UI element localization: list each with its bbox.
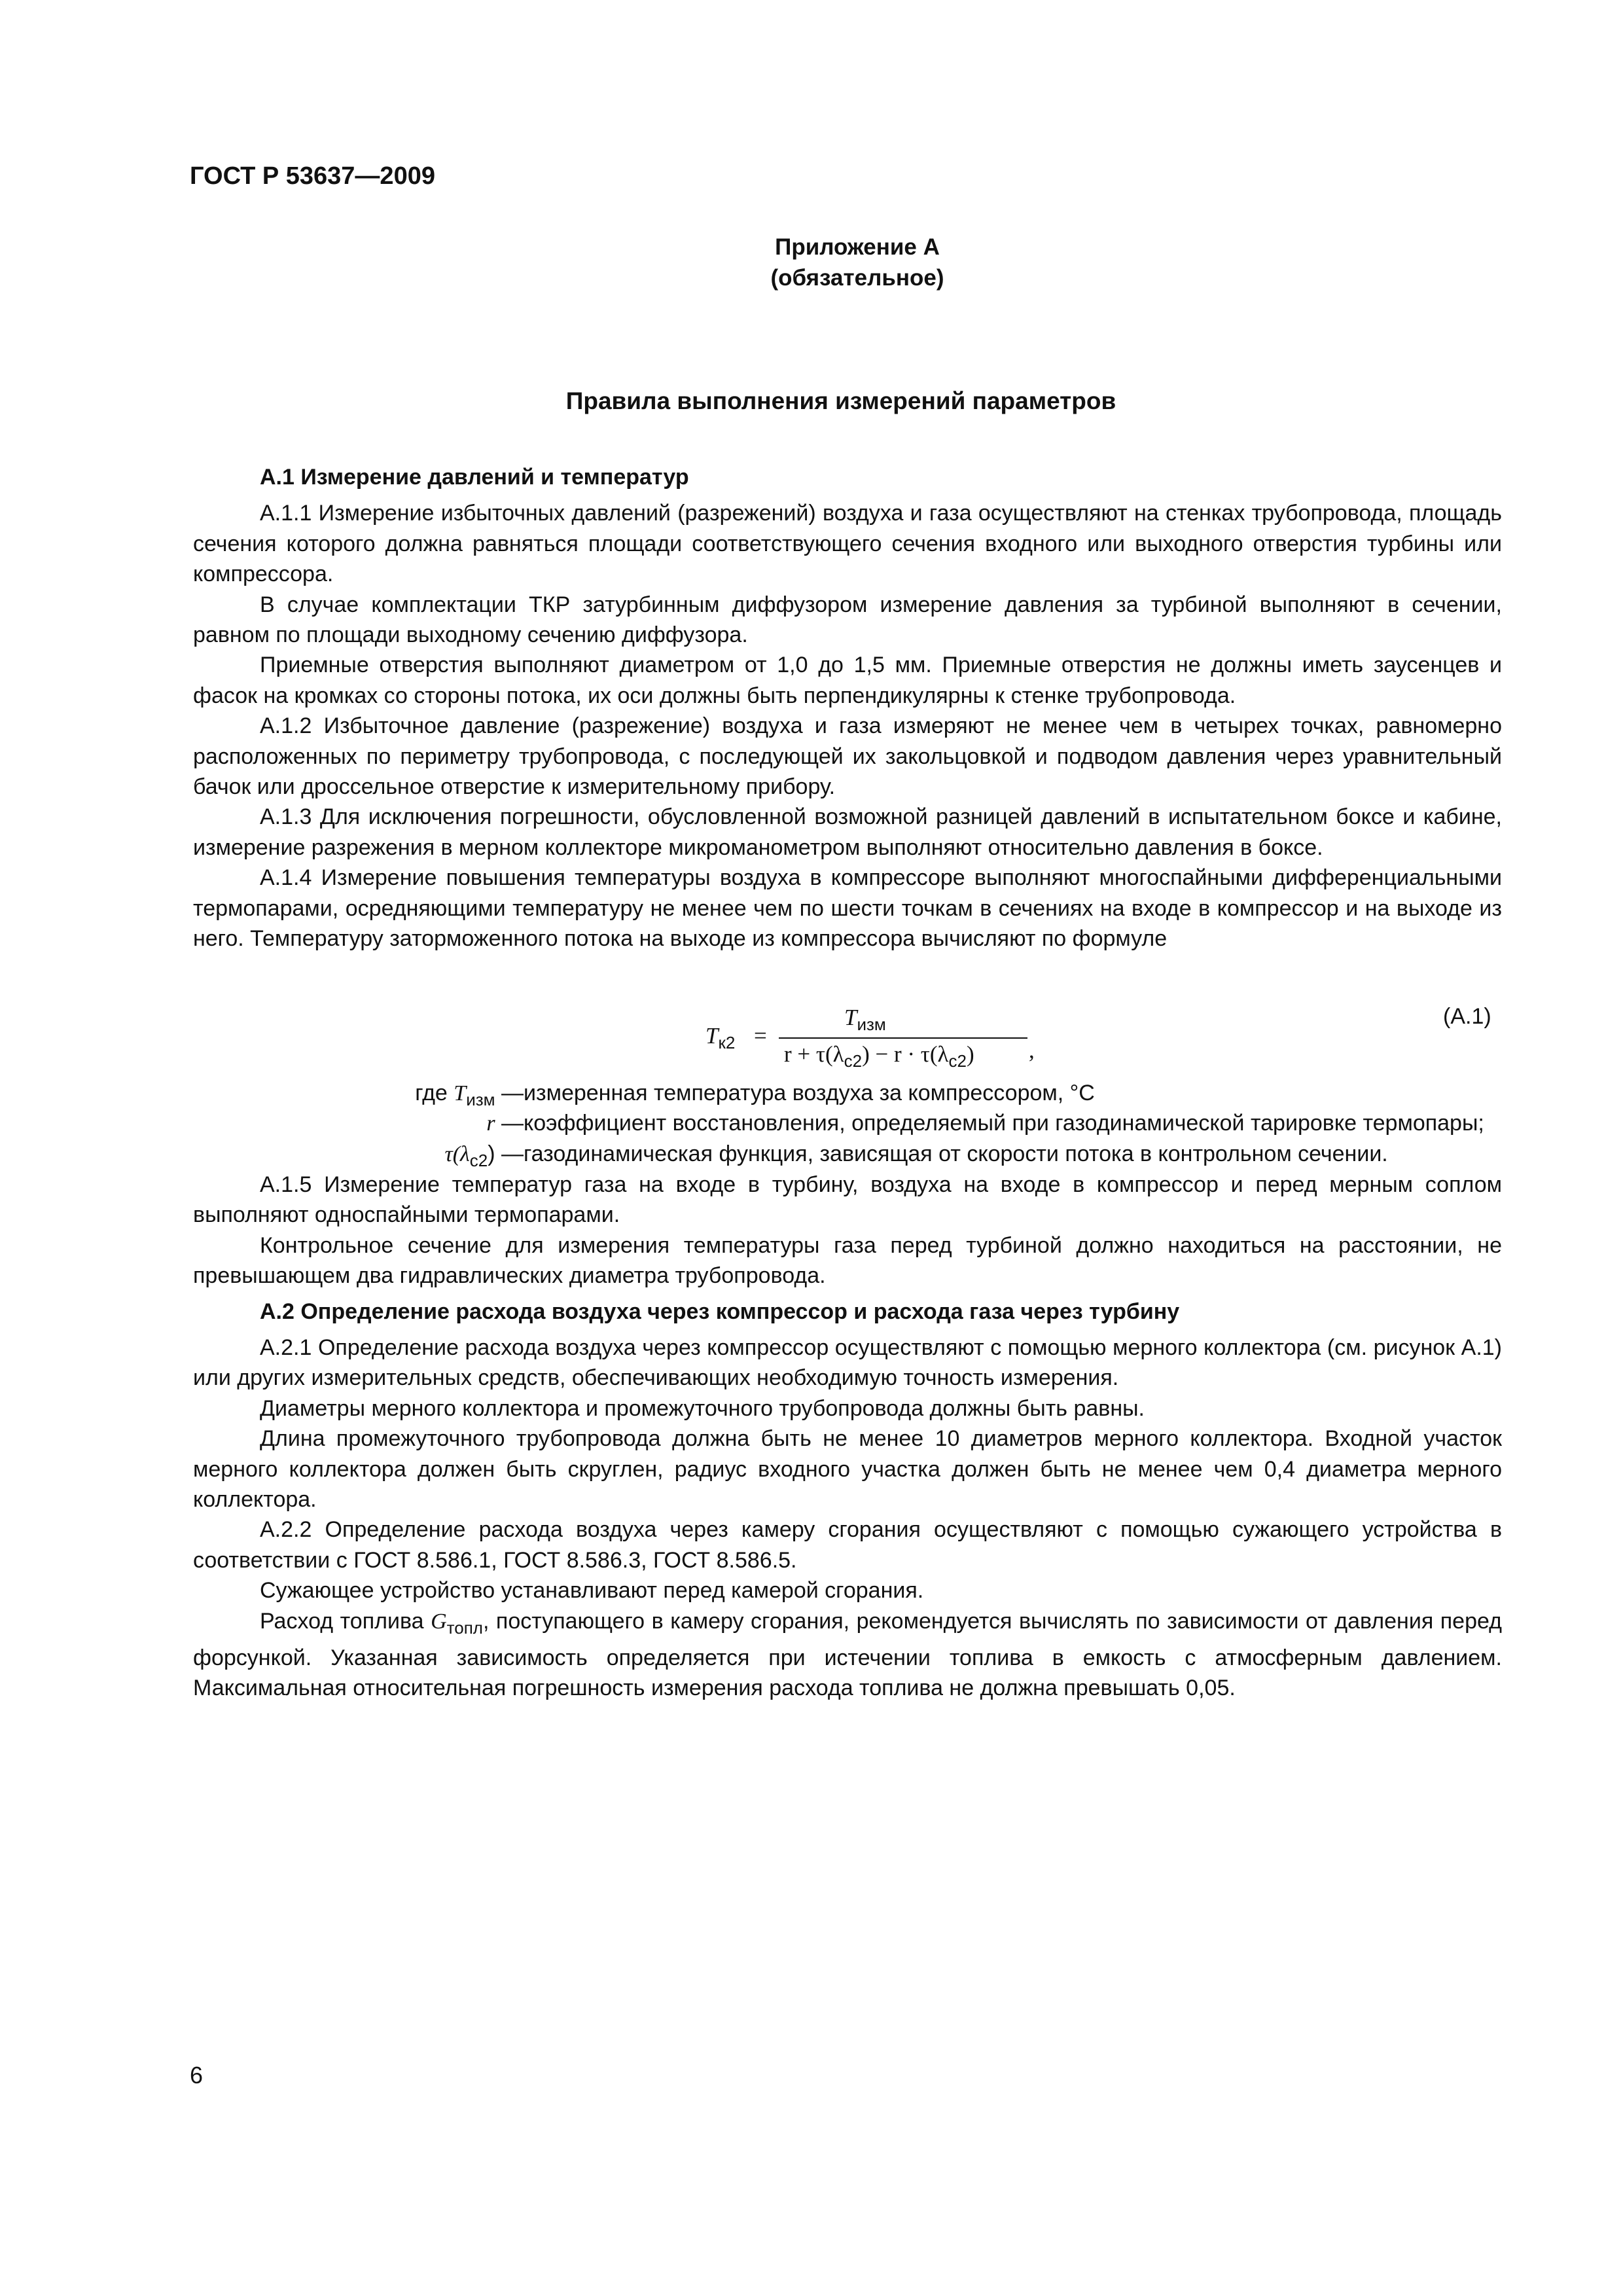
paragraph: А.1.3 Для исключения погрешности, обусловленной возможной разницей давлений в испытательном боксе и кабине, измерение разрежения в мерном коллекторе микроманометром выполняют относительно давления в боксе. [193, 804, 1502, 860]
formula-comma: , [1029, 1037, 1035, 1063]
definition-row [190, 1078, 1499, 1108]
paragraph: Контрольное сечение для измерения температуры газа перед турбиной должно находиться на расстоянии, не превышающем два гидравлических диаметра трубопровода. [193, 1232, 1502, 1289]
document-code: ГОСТ Р 53637—2009 [190, 162, 435, 190]
formula-denominator: $r + \tau(\lambda_{c2}) - r \cdot \tau(\lambda_{c2})$ [784, 1041, 974, 1071]
paragraph: А.1.2 Избыточное давление (разрежение) воздуха и газа измеряют не менее чем в четырех точках, равномерно расположенных по периметру трубопровода, с последующей их закольцовкой и подводом давления через уравнительный бачок или дроссельное отверстие к измерительному прибору. [193, 713, 1502, 800]
formula-numerator: $T_{изм}$ [844, 1005, 886, 1034]
fraction-bar [779, 1037, 1027, 1039]
paragraph: Диаметры мерного коллектора и промежуточного трубопровода должны быть равны. [260, 1395, 1145, 1421]
formula-a1 [694, 1005, 1034, 1077]
section-a1-continued [193, 1170, 1502, 1704]
paragraph-fuel-consumption: Расход топлива $G_{топл}$, поступающего в камеру сгорания, рекомендуется вычислять по зависимости от давления перед форсункой. Указанная зависимость определяется при истечении топлива в емкость с атмосферным давлением. Максимальная относительная погрешность измерения расхода топлива не должна превышать 0,05. [193, 1608, 1502, 1701]
formula-equals: = [754, 1023, 767, 1049]
section-heading: А.2 Определение расхода воздуха через компрессор и расхода газа через турбину [260, 1299, 1180, 1324]
definition-symbol: $\tau(\lambda_{c2})$ — [444, 1141, 524, 1170]
definition-text: измеренная температура воздуха за компрессором, °С [524, 1081, 1095, 1105]
definition-symbol: r — [486, 1111, 524, 1136]
paragraph: А.2.2 Определение расхода воздуха через камеру сгорания осуществляют с помощью сужающего устройства в соответствии с ГОСТ 8.586.1, ГОСТ 8.586.3, ГОСТ 8.586.5. [193, 1517, 1502, 1573]
section-heading: А.1 Измерение давлений и температур [260, 465, 689, 490]
definition-symbol: где $T_{изм}$ — [415, 1081, 524, 1109]
formula-lhs: $T_{к2}$ [705, 1023, 736, 1052]
paragraph: Длина промежуточного трубопровода должна быть не менее 10 диаметров мерного коллектора. Входной участок мерного коллектора должен быть скруглен, радиус входного участка должен быть не менее чем 0,4 диаметра мерного коллектора. [193, 1426, 1502, 1513]
paragraph: Приемные отверстия выполняют диаметром от 1,0 до 1,5 мм. Приемные отверстия не должны иметь заусенцев и фасок на кромках со стороны потока, их оси должны быть перпендикулярны к стенке трубопровода. [193, 653, 1502, 708]
paragraph: В случае комплектации ТКР затурбинным диффузором измерение давления за турбиной выполняют в сечении, равном по площади выходному сечению диффузора. [193, 592, 1502, 648]
definition-row [190, 1108, 1499, 1138]
main-title: Правила выполнения измерений параметров [565, 387, 1116, 414]
paragraph: А.1.5 Измерение температур газа на входе в турбину, воздуха на входе в компрессор и перед мерным соплом выполняют односпайными термопарами. [193, 1172, 1502, 1228]
paragraph: А.1.4 Измерение повышения температуры воздуха в компрессоре выполняют многоспайными дифференциальными термопарами, осредняющими температуру не менее чем по шести точкам в сечениях на входе в компрессор и на выходе из него. Температуру заторможенного потока на выходе из компрессора вычисляют по формуле [193, 865, 1502, 952]
section-a1 [193, 462, 1502, 954]
definition-text: газодинамическая функция, зависящая от скорости потока в контрольном сечении. [524, 1141, 1388, 1166]
definition-text: коэффициент восстановления, определяемый при газодинамической тарировке термопары; [524, 1111, 1484, 1136]
paragraph: А.2.1 Определение расхода воздуха через компрессор осуществляют с помощью мерного коллектора (см. рисунок А.1) или других измерительных средств, обеспечивающих необходимую точность измерения. [193, 1335, 1502, 1391]
appendix-status: (обязательное) [770, 265, 944, 291]
appendix-title: Приложение А [775, 234, 940, 260]
definition-row [190, 1139, 1499, 1169]
paragraph: А.1.1 Измерение избыточных давлений (разрежений) воздуха и газа осуществляют на стенках трубопровода, площадь сечения которого должна равняться площади соответствующего сечения входного или выходного отверстия турбины или компрессора. [193, 501, 1502, 587]
paragraph: Сужающее устройство устанавливают перед камерой сгорания. [260, 1578, 924, 1604]
page-number: 6 [190, 2062, 204, 2089]
variable-definitions [190, 1078, 1499, 1169]
equation-number: (А.1) [1443, 1004, 1491, 1029]
